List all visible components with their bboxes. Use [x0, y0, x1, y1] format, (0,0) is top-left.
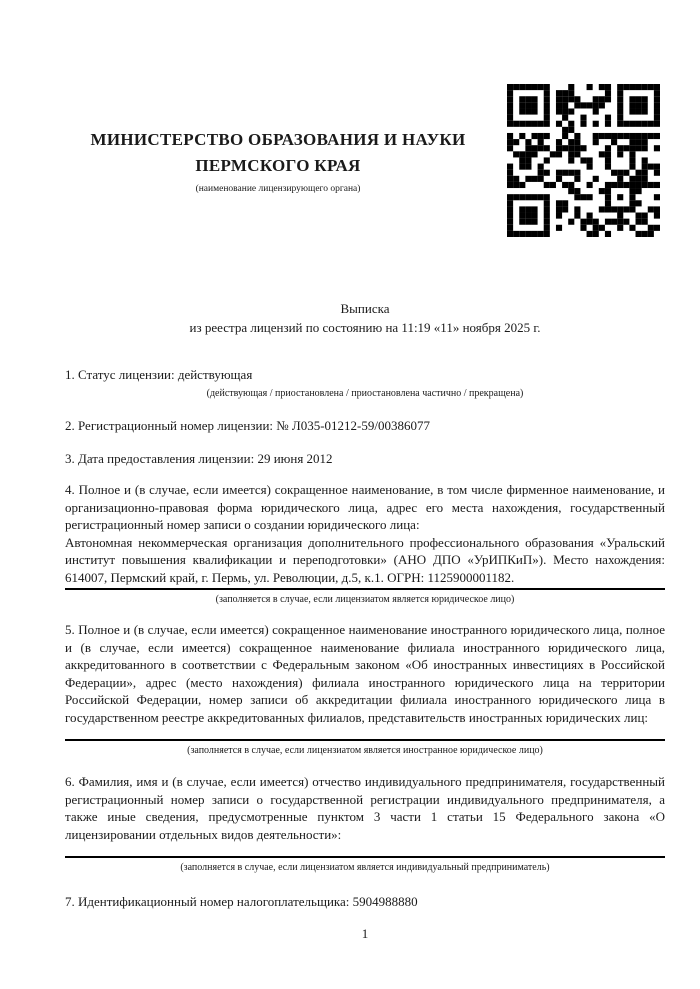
licensing-authority-caption: (наименование лицензирующего органа)	[195, 184, 361, 194]
item-6-caption: (заполняется в случае, если лицензиатом является индивидуальный предприниматель)	[180, 862, 550, 873]
licensing-authority-name-line1: МИНИСТЕРСТВО ОБРАЗОВАНИЯ И НАУКИ	[90, 130, 466, 149]
extract-heading	[65, 300, 665, 337]
item-4-value: Автономная некоммерческая организация дополнительного профессионального образования «Уральский институт повышения квалификации и переподготовки» (АНО ДПО «УрИПКиП»). Место нахождения: 614007, Пермский край, г. Пермь, ул. Революции, д.5, к.1. ОГРН: 1125900001182.	[65, 534, 665, 585]
extract-subtitle: из реестра лицензий по состоянию на 11:19 «11» ноября 2025 г.	[189, 319, 541, 335]
item-7-taxpayer-number	[65, 893, 665, 911]
item-6-text: 6. Фамилия, имя и (в случае, если имеется) отчество индивидуального предпринимателя, государственный регистрационный номер записи о государственной регистрации индивидуального предпринимателя, а также иные сведения, предусмотренные пунктом 3 части 1 статьи 15 Федерального закона «О лицензировании отдельных видов деятельности»:	[65, 774, 665, 842]
item-2-registration-number	[65, 417, 665, 435]
item-7-text: 7. Идентификационный номер налогоплательщика: 5904988880	[65, 894, 418, 909]
item-3-text: 3. Дата предоставления лицензии: 29 июня 2012	[65, 451, 333, 466]
item-1-caption: (действующая / приостановлена / приостановлена частично / прекращена)	[206, 387, 524, 399]
item-3-grant-date	[65, 450, 665, 468]
item-5-caption: (заполняется в случае, если лицензиатом является иностранное юридическое лицо)	[187, 745, 543, 756]
item-1-text: 1. Статус лицензии: действующая	[65, 367, 253, 382]
extract-title: Выписка	[340, 301, 390, 316]
item-6-fill-line	[65, 856, 665, 858]
licensing-authority-block	[65, 127, 491, 195]
item-5-fill-line	[65, 739, 665, 741]
item-4-legal-entity	[65, 481, 665, 606]
item-2-text: 2. Регистрационный номер лицензии: № Л035-01212-59/00386077	[65, 418, 431, 433]
item-4-text: 4. Полное и (в случае, если имеется) сокращенное наименование, в том числе фирменное наименование, и организационно-правовая форма юридического лица, адрес его места нахождения, государственный регистрационный номер записи о создании юридического лица:	[65, 482, 665, 532]
item-4-caption: (заполняется в случае, если лицензиатом является юридическое лицо)	[215, 594, 515, 605]
item-5-text: 5. Полное и (в случае, если имеется) сокращенное наименование иностранного юридического лица, полное и (в случае, если имеется) сокращенное наименование филиала иностранного юридического лица, аккредитованного в соответствии с Федеральным законом «Об иностранных инвестициях в Российской Федерации», адрес (место нахождения) филиала иностранного юридического лица на территории Российской Федерации, номер записи об аккредитации филиала иностранного юридического лица в государственном реестре аккредитованных филиалов, представительств иностранных юридических лиц:	[65, 622, 665, 725]
item-6-individual-entrepreneur	[65, 773, 665, 874]
item-4-fill-line	[65, 588, 665, 590]
page-number: 1	[361, 926, 369, 941]
item-5-foreign-entity	[65, 621, 665, 757]
item-1-license-status	[65, 366, 665, 400]
licensing-authority-name-line2: ПЕРМСКОГО КРАЯ	[195, 156, 361, 175]
qr-code-icon	[507, 84, 660, 237]
